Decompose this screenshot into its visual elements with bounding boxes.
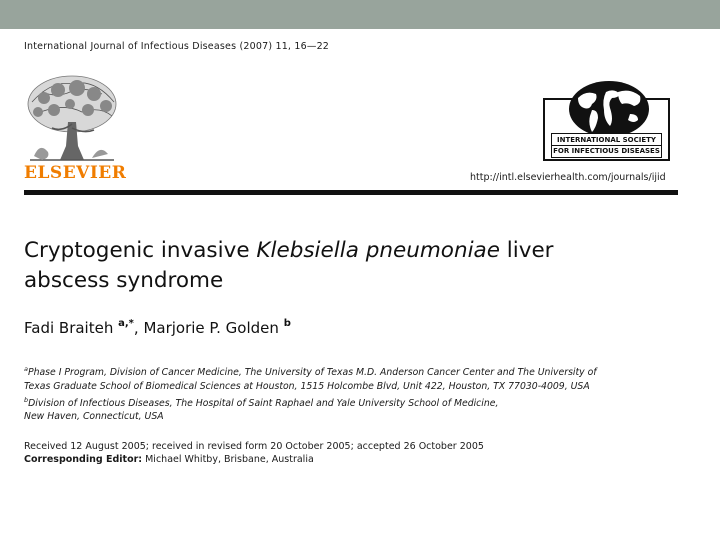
affiliation-text: Division of Infectious Diseases, The Hospital of Saint Raphael and Yale University School of Medicine, <box>28 397 499 409</box>
society-name-line1: INTERNATIONAL SOCIETY <box>556 136 656 144</box>
journal-url: http://intl.elsevierhealth.com/journals/ijid <box>470 172 666 183</box>
editor-label: Corresponding Editor: <box>24 454 143 465</box>
society-name-line2: FOR INFECTIOUS DISEASES <box>553 147 660 155</box>
title-line2: abscess syndrome <box>24 268 224 293</box>
received-dates: Received 12 August 2005; received in revised form 20 October 2005; accepted 26 October 2005 <box>24 441 484 452</box>
article-title <box>24 236 554 296</box>
title-part1: Cryptogenic invasive <box>24 238 257 263</box>
editor-value: Michael Whitby, Brisbane, Australia <box>142 454 314 465</box>
elsevier-wordmark: ELSEVIER <box>24 163 127 183</box>
affiliation-a-line1 <box>24 363 597 380</box>
article-dates <box>24 440 484 466</box>
globe-icon <box>568 80 650 138</box>
title-part2: liver <box>499 238 554 263</box>
author-affiliation-mark: b <box>283 318 291 329</box>
affiliations <box>24 363 597 424</box>
author-name: Marjorie P. Golden <box>143 319 279 337</box>
affiliation-a-line2: Texas Graduate School of Biomedical Sciences at Houston, 1515 Holcombe Blvd, Unit 422, Houston, TX 77030-4009, USA <box>24 380 590 392</box>
affiliation-b-line2: New Haven, Connecticut, USA <box>24 411 164 423</box>
affiliation-b-line1 <box>24 394 597 411</box>
corresponding-editor <box>24 453 484 466</box>
author-affiliation-mark: a,* <box>118 318 134 329</box>
affiliation-mark: a <box>24 365 28 373</box>
affiliation-mark: b <box>24 395 29 404</box>
society-name-label <box>551 133 662 158</box>
title-italic: Klebsiella pneumoniae <box>256 238 500 263</box>
header-rule <box>24 190 678 195</box>
affiliation-text: Phase I Program, Division of Cancer Medicine, The University of Texas M.D. Anderson Cancer Center and The University of <box>27 367 597 378</box>
journal-citation: International Journal of Infectious Diseases (2007) 11, 16—22 <box>24 41 330 52</box>
author-list <box>24 312 291 340</box>
author-separator: , <box>133 319 144 337</box>
author-name: Fadi Braiteh <box>24 319 114 337</box>
elsevier-tree-logo-icon <box>22 72 122 164</box>
slide-top-bar <box>0 0 720 29</box>
title-line1 <box>24 236 554 266</box>
